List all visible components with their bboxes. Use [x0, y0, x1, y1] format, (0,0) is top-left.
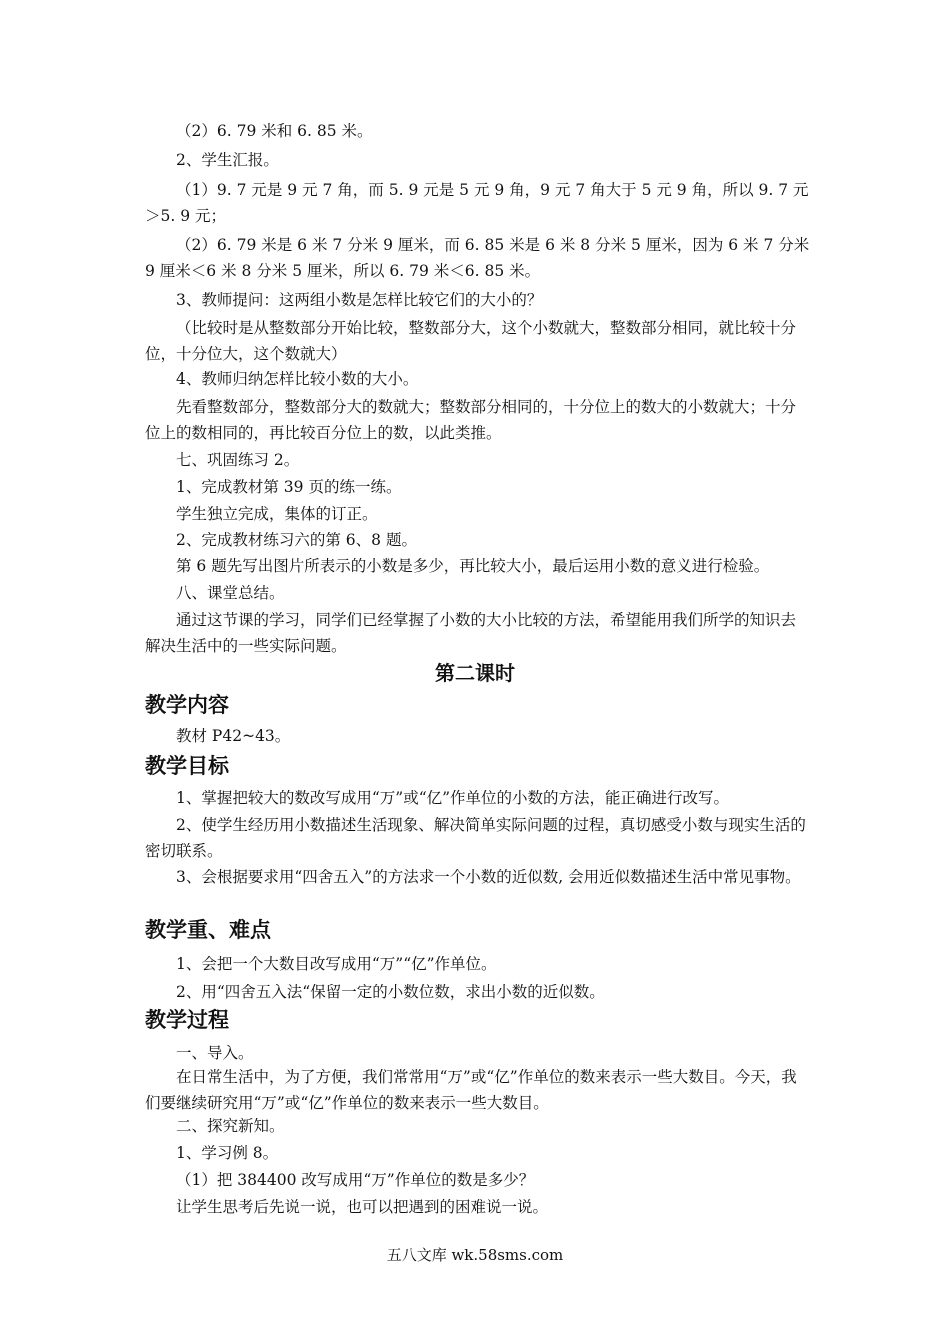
paragraph: 一、导入。: [176, 1044, 254, 1062]
paragraph: 第 6 题先写出图片所表示的小数是多少，再比较大小，最后运用小数的意义进行检验。: [176, 557, 770, 575]
paragraph: 3、会根据要求用“四舍五入”的方法求一个小数的近似数, 会用近似数描述生活中常见事物。: [176, 868, 801, 886]
paragraph: 3、教师提问：这两组小数是怎样比较它们的大小的？: [176, 291, 543, 309]
paragraph: 2、用“四舍五入法“保留一定的小数位数，求出小数的近似数。: [176, 983, 605, 1001]
paragraph: 1、完成教材第 39 页的练一练。: [176, 478, 402, 496]
section-heading-process: 教学过程: [145, 1008, 229, 1032]
paragraph: 七、巩固练习 2。: [176, 451, 300, 469]
paragraph: 二、探究新知。: [176, 1117, 285, 1135]
paragraph: 让学生思考后先说一说，也可以把遇到的困难说一说。: [176, 1198, 549, 1216]
paragraph: 在日常生活中，为了方便，我们常常用“万”或“亿”作单位的数来表示一些大数目。今天，我们要继续研究用“万”或“亿”作单位的数来表示一些大数目。: [145, 1068, 797, 1112]
paragraph: 1、掌握把较大的数改写成用“万”或“亿”作单位的小数的方法，能正确进行改写。: [176, 789, 730, 807]
page-footer: 五八文库 wk.58sms.com: [386, 1246, 564, 1264]
paragraph: （1）把 384400 改写成用“万”作单位的数是多少？: [176, 1171, 535, 1189]
paragraph: 2、完成教材练习六的第 6、8 题。: [176, 531, 417, 549]
paragraph: 4、教师归纳怎样比较小数的大小。: [176, 370, 419, 388]
paragraph: 先看整数部分，整数部分大的数就大；整数部分相同的，十分位上的数大的小数就大；十分位上的数相同的，再比较百分位上的数，以此类推。: [145, 398, 797, 442]
paragraph: 通过这节课的学习，同学们已经掌握了小数的大小比较的方法，希望能用我们所学的知识去解决生活中的一些实际问题。: [145, 611, 797, 655]
paragraph: 2、使学生经历用小数描述生活现象、解决简单实际问题的过程，真切感受小数与现实生活的密切联系。: [145, 816, 806, 860]
lesson-title: 第二课时: [435, 661, 515, 685]
paragraph: 1、学习例 8。: [176, 1144, 279, 1162]
paragraph: （2）6. 79 米是 6 米 7 分米 9 厘米，而 6. 85 米是 6 米 8 分米 5 厘米，因为 6 米 7 分米 9 厘米＜6 米 8 分米 5 厘米，所以 6. 79 米＜6. 85 米。: [145, 236, 810, 280]
paragraph: 学生独立完成，集体的订正。: [176, 505, 378, 523]
paragraph: 教材 P42~43。: [176, 727, 291, 745]
section-heading-key-points: 教学重、难点: [145, 918, 271, 942]
section-heading-content: 教学内容: [145, 693, 229, 717]
section-heading-goals: 教学目标: [145, 754, 229, 778]
paragraph: 2、学生汇报。: [176, 151, 279, 169]
paragraph: 1、会把一个大数目改写成用“万”“亿”作单位。: [176, 955, 497, 973]
paragraph: （2）6. 79 米和 6. 85 米。: [176, 122, 373, 140]
paragraph: （比较时是从整数部分开始比较，整数部分大，这个小数就大，整数部分相同，就比较十分位，十分位大，这个数就大）: [145, 319, 797, 363]
paragraph: 八、课堂总结。: [176, 584, 285, 602]
paragraph: （1）9. 7 元是 9 元 7 角，而 5. 9 元是 5 元 9 角，9 元 7 角大于 5 元 9 角，所以 9. 7 元＞5. 9 元；: [145, 181, 809, 225]
